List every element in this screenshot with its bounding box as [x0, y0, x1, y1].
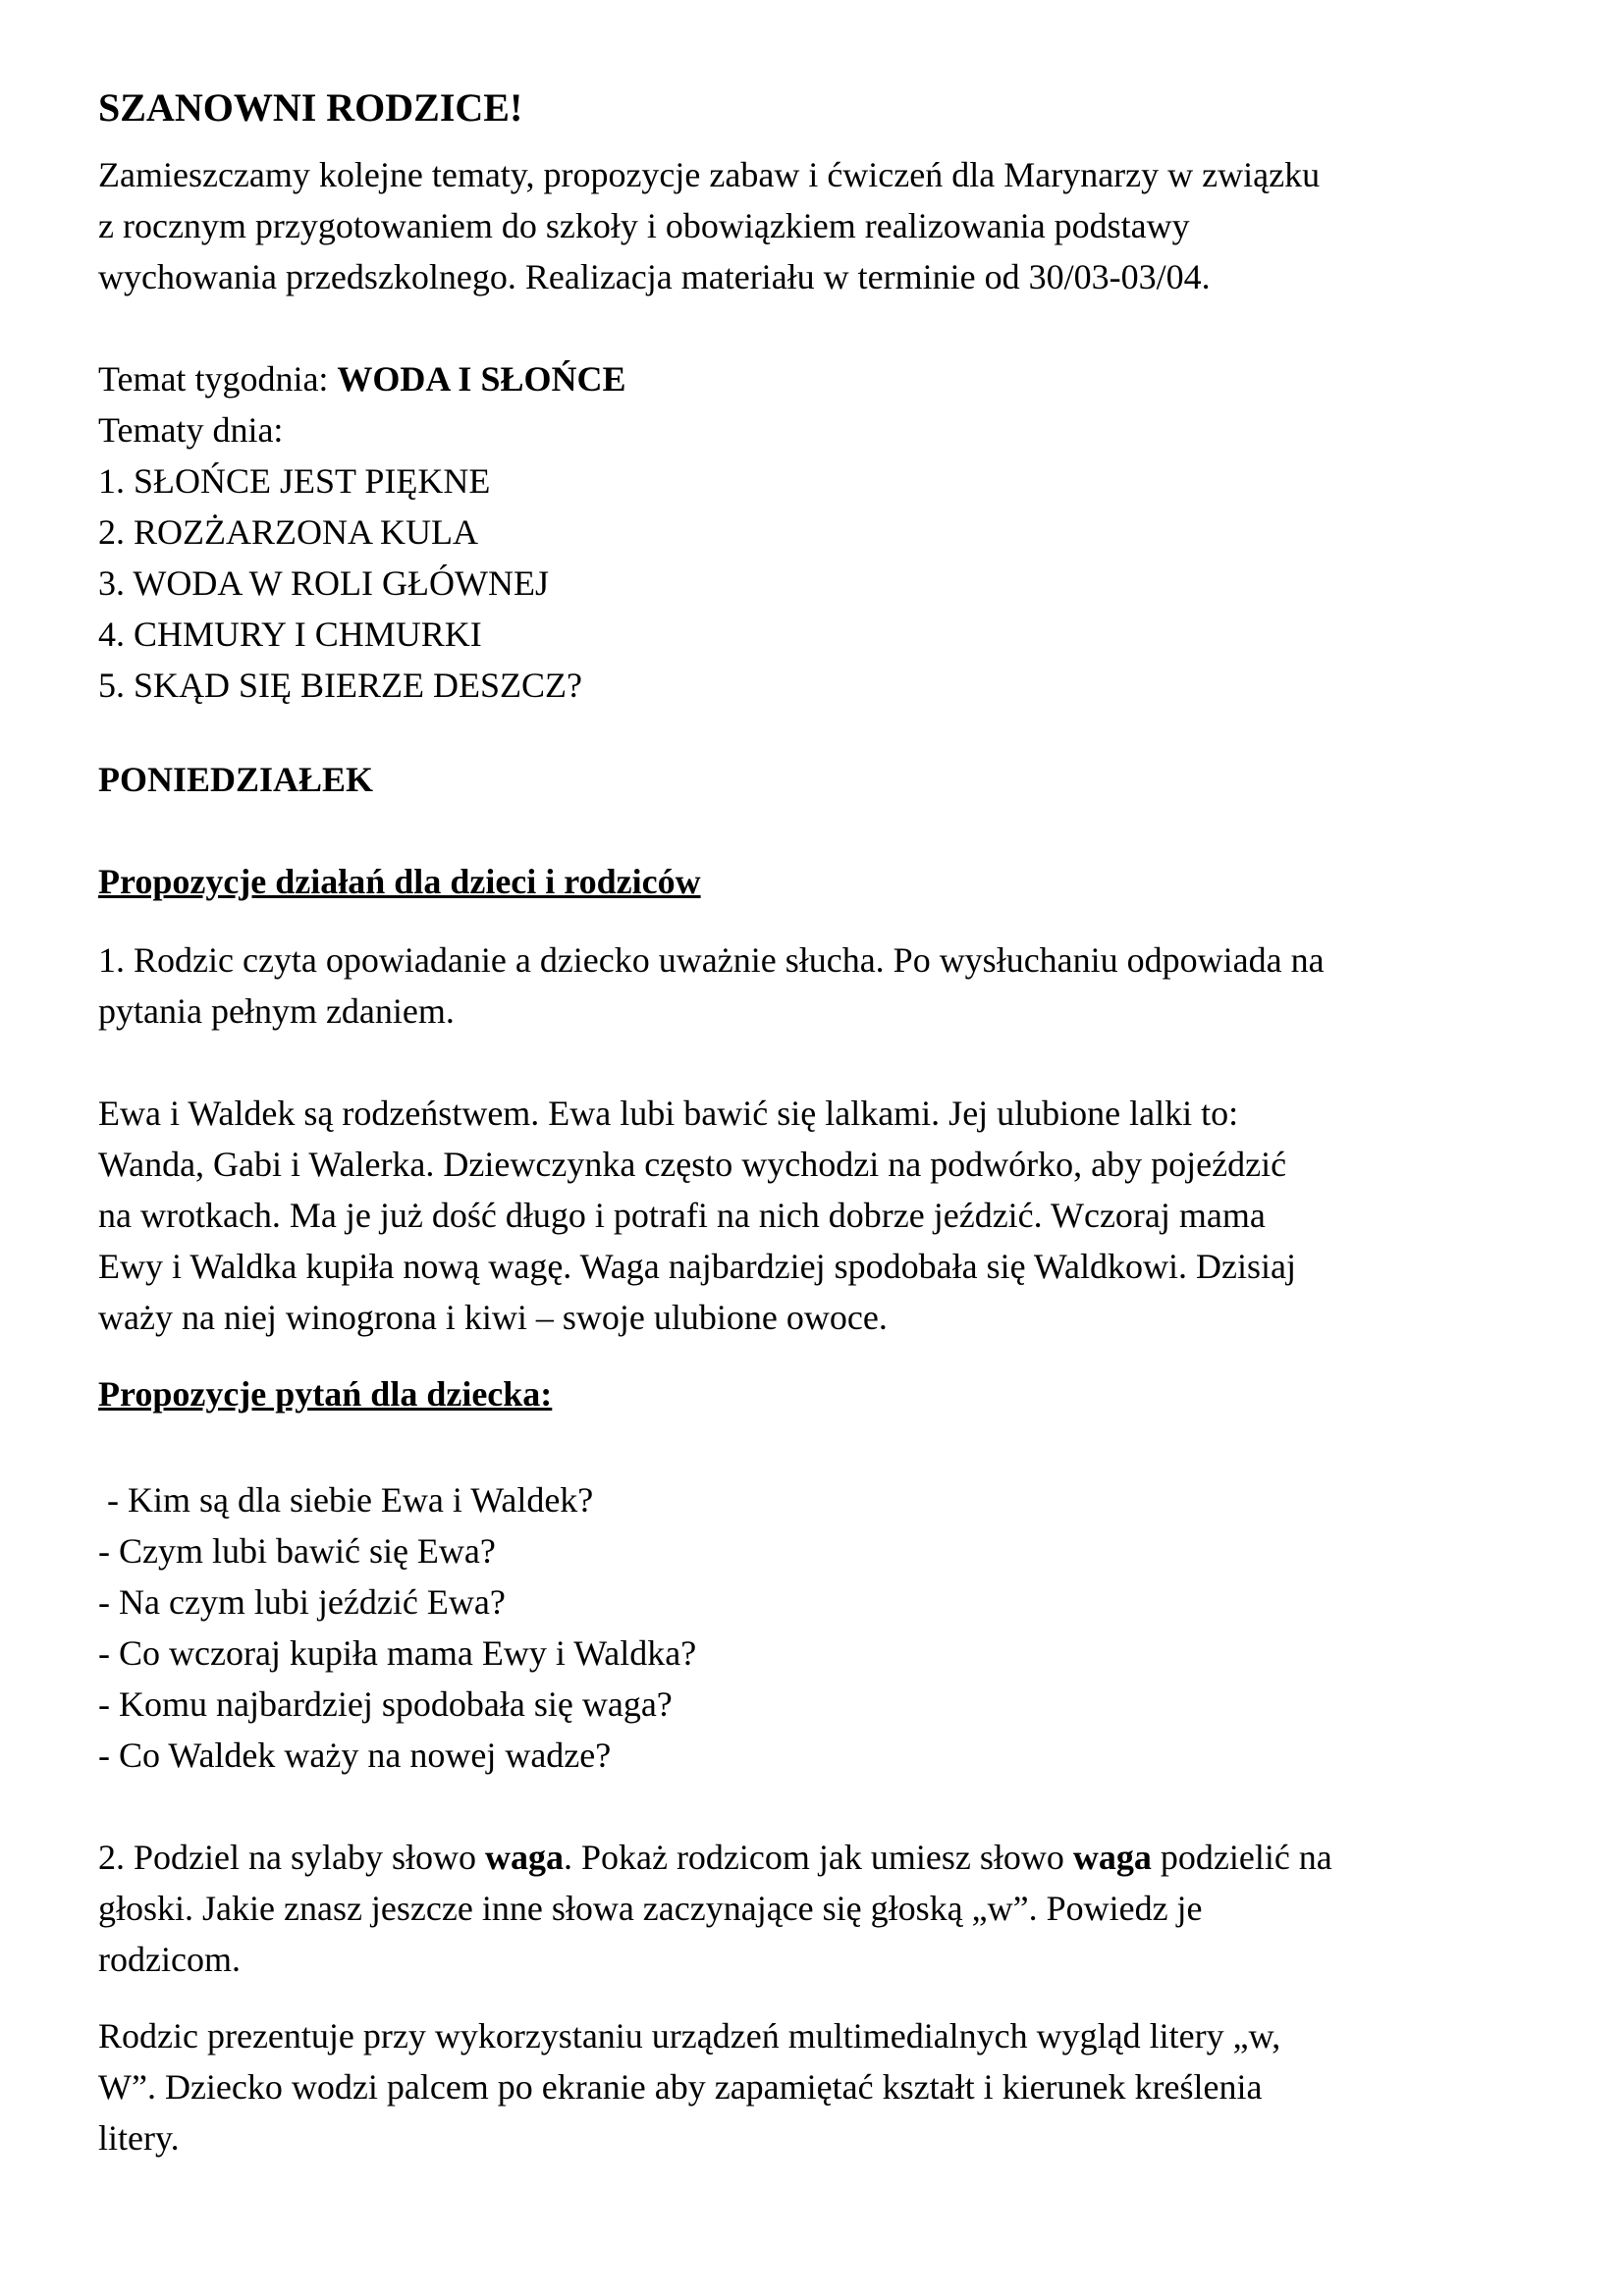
story-line: Wanda, Gabi i Walerka. Dziewczynka często wychodzi na podwórko, aby pojeździć — [98, 1145, 1287, 1184]
document-page — [98, 79, 1473, 2163]
intro-line: z rocznym przygotowaniem do szkoły i obowiązkiem realizowania podstawy — [98, 206, 1190, 245]
task-2-line: rodzicom. — [98, 1940, 241, 1979]
task-2-paragraph — [98, 1832, 1473, 1985]
section-heading: Propozycje działań dla dzieci i rodziców — [98, 862, 701, 901]
day-topics-label: Tematy dnia: — [98, 410, 284, 450]
story-line: Ewa i Waldek są rodzeństwem. Ewa lubi bawić się lalkami. Jej ulubione lalki to: — [98, 1094, 1239, 1133]
intro-line: wychowania przedszkolnego. Realizacja materiału w terminie od 30/03-03/04. — [98, 257, 1211, 296]
week-topic-label: Temat tygodnia: — [98, 359, 338, 399]
question-item: - Co wczoraj kupiła mama Ewy i Waldka? — [98, 1633, 697, 1673]
letter-presentation-paragraph — [98, 2010, 1473, 2163]
task-2-keyword: waga — [484, 1838, 564, 1877]
task-2-keyword: waga — [1072, 1838, 1152, 1877]
day-heading: PONIEDZIAŁEK — [98, 760, 374, 799]
story-line: Ewy i Waldka kupiła nową wagę. Waga najbardziej spodobała się Waldkowi. Dzisiaj — [98, 1247, 1296, 1286]
day-topic-item: 2. ROZŻARZONA KULA — [98, 512, 478, 552]
day-topic-item: 4. CHMURY I CHMURKI — [98, 614, 482, 654]
story-paragraph — [98, 1088, 1473, 1343]
week-topic-value: WODA I SŁOŃCE — [337, 359, 626, 399]
question-item: - Czym lubi bawić się Ewa? — [98, 1531, 496, 1571]
task-2-line — [98, 1832, 1473, 1883]
intro-line: Zamieszczamy kolejne tematy, propozycje zabaw i ćwiczeń dla Marynarzy w związku — [98, 155, 1321, 194]
task-2-text: podzielić na — [1151, 1838, 1332, 1877]
questions-list — [98, 1474, 1473, 1781]
task-2-line: głoski. Jakie znasz jeszcze inne słowa zaczynające się głoską „w”. Powiedz je — [98, 1889, 1203, 1928]
intro-paragraph — [98, 149, 1473, 302]
page-title: SZANOWNI RODZICE! — [98, 85, 523, 130]
letter-presentation-line: litery. — [98, 2118, 180, 2158]
week-topics — [98, 353, 1473, 711]
letter-presentation-line: Rodzic prezentuje przy wykorzystaniu urządzeń multimedialnych wygląd litery „w, — [98, 2016, 1281, 2056]
letter-presentation-line: W”. Dziecko wodzi palcem po ekranie aby zapamiętać kształt i kierunek kreślenia — [98, 2067, 1263, 2107]
question-item: - Co Waldek waży na nowej wadze? — [98, 1735, 612, 1775]
day-topic-item: 3. WODA W ROLI GŁÓWNEJ — [98, 563, 549, 603]
task-1-line: pytania pełnym zdaniem. — [98, 991, 455, 1031]
question-item: - Komu najbardziej spodobała się waga? — [98, 1684, 673, 1724]
task-1-line: 1. Rodzic czyta opowiadanie a dziecko uważnie słucha. Po wysłuchaniu odpowiada na — [98, 940, 1325, 980]
task-1-paragraph — [98, 934, 1473, 1037]
story-line: waży na niej winogrona i kiwi – swoje ulubione owoce. — [98, 1298, 888, 1337]
day-topic-item: 5. SKĄD SIĘ BIERZE DESZCZ? — [98, 666, 582, 705]
story-line: na wrotkach. Ma je już dość długo i potrafi na nich dobrze jeździć. Wczoraj mama — [98, 1196, 1266, 1235]
question-item: - Na czym lubi jeździć Ewa? — [98, 1582, 506, 1622]
task-2-text: 2. Podziel na sylaby słowo — [98, 1838, 485, 1877]
task-2-text: . Pokaż rodzicom jak umiesz słowo — [563, 1838, 1073, 1877]
day-topic-item: 1. SŁOŃCE JEST PIĘKNE — [98, 461, 491, 501]
question-item: - Kim są dla siebie Ewa i Waldek? — [98, 1480, 594, 1520]
questions-heading: Propozycje pytań dla dziecka: — [98, 1374, 553, 1414]
week-topic-line — [98, 353, 1473, 404]
